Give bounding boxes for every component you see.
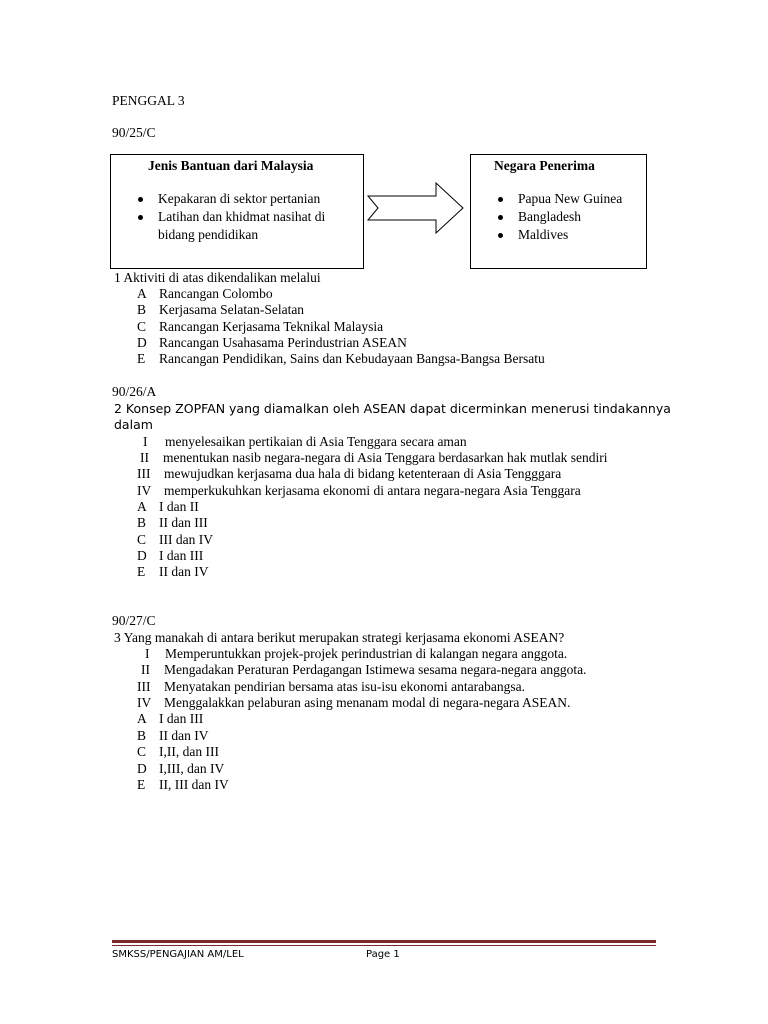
option-text: II dan IV [159,728,209,743]
option-letter: E [137,564,146,579]
statement-text: Memperuntukkan projek-projek perindustrian di kalangan negara anggota. [165,646,568,661]
option-letter: A [137,286,147,301]
option-letter: C [137,532,147,547]
statement-text: Menggalakkan pelaburan asing menanam modal di negara-negara ASEAN. [164,695,571,710]
list-item: Latihan dan khidmat nasihat di bidang pendidikan [134,208,356,244]
option-text: Kerjasama Selatan-Selatan [159,302,305,317]
option-letter: D [137,548,147,563]
statement-numeral: I [145,646,150,661]
option-letter: D [137,761,147,776]
question-stem-cont: dalam [114,417,153,432]
statement-numeral: IV [137,483,152,498]
option-letter: B [137,728,147,743]
question-code: 90/25/C [112,125,156,140]
option-text: I,III, dan IV [159,761,225,776]
list-item: Kepakaran di sektor pertanian [134,190,356,208]
statement-text: menentukan nasib negara-negara di Asia Tenggara berdasarkan hak mutlak sendiri [163,450,608,465]
question-code: 90/27/C [112,613,156,628]
list-item: Papua New Guinea [494,190,644,208]
option-text: I,II, dan III [159,744,219,759]
option-text: II dan III [159,515,208,530]
option-text: Rancangan Usahasama Perindustrian ASEAN [159,335,407,350]
aid-type-box [110,154,364,269]
statement-text: mewujudkan kerjasama dua hala di bidang ketenteraan di Asia Tengggara [164,466,562,481]
option-letter: C [137,744,147,759]
question-code: 90/26/A [112,384,157,399]
option-letter: C [137,319,147,334]
option-text: Rancangan Pendidikan, Sains dan Kebudayaan Bangsa-Bangsa Bersatu [159,351,545,366]
statement-text: menyelesaikan pertikaian di Asia Tenggara secara aman [165,434,467,449]
statement-numeral: I [143,434,148,449]
statement-text: Menyatakan pendirian bersama atas isu-isu ekonomi antarabangsa. [164,679,525,694]
option-text: I dan III [159,711,204,726]
statement-numeral: III [137,679,151,694]
option-text: Rancangan Kerjasama Teknikal Malaysia [159,319,384,334]
option-letter: A [137,711,147,726]
section-title: PENGGAL 3 [112,93,185,108]
statement-text: Mengadakan Peraturan Perdagangan Istimewa sesama negara-negara anggota. [164,662,587,677]
page-number: Page 1 [366,949,400,960]
option-letter: B [137,515,147,530]
question-stem: 3 Yang manakah di antara berikut merupakan strategi kerjasama ekonomi ASEAN? [114,630,565,645]
question-stem: 2 Konsep ZOPFAN yang diamalkan oleh ASEAN dapat dicerminkan menerusi tindakannya [114,401,671,416]
recipient-title: Negara Penerima [494,158,595,173]
option-letter: A [137,499,147,514]
footer-left: SMKSS/PENGAJIAN AM/LEL [112,949,244,960]
option-text: III dan IV [159,532,213,547]
aid-type-title: Jenis Bantuan dari Malaysia [148,158,314,173]
option-text: I dan II [159,499,199,514]
list-item: Maldives [494,226,644,244]
option-text: Rancangan Colombo [159,286,273,301]
option-text: II, III dan IV [159,777,229,792]
footer-rule [112,945,656,946]
footer-rule [112,940,656,943]
statement-numeral: III [137,466,151,481]
statement-numeral: II [141,662,150,677]
list-item: Bangladesh [494,208,644,226]
option-text: II dan IV [159,564,209,579]
statement-text: memperkukuhkan kerjasama ekonomi di antara negara-negara Asia Tenggara [164,483,581,498]
option-letter: E [137,351,146,366]
option-letter: D [137,335,147,350]
arrow-icon [366,180,466,236]
recipient-list [494,190,644,244]
option-letter: B [137,302,147,317]
aid-type-list [134,190,356,244]
option-text: I dan III [159,548,204,563]
statement-numeral: IV [137,695,152,710]
statement-numeral: II [140,450,149,465]
recipient-box [470,154,647,269]
option-letter: E [137,777,146,792]
question-stem: 1 Aktiviti di atas dikendalikan melalui [114,270,321,285]
